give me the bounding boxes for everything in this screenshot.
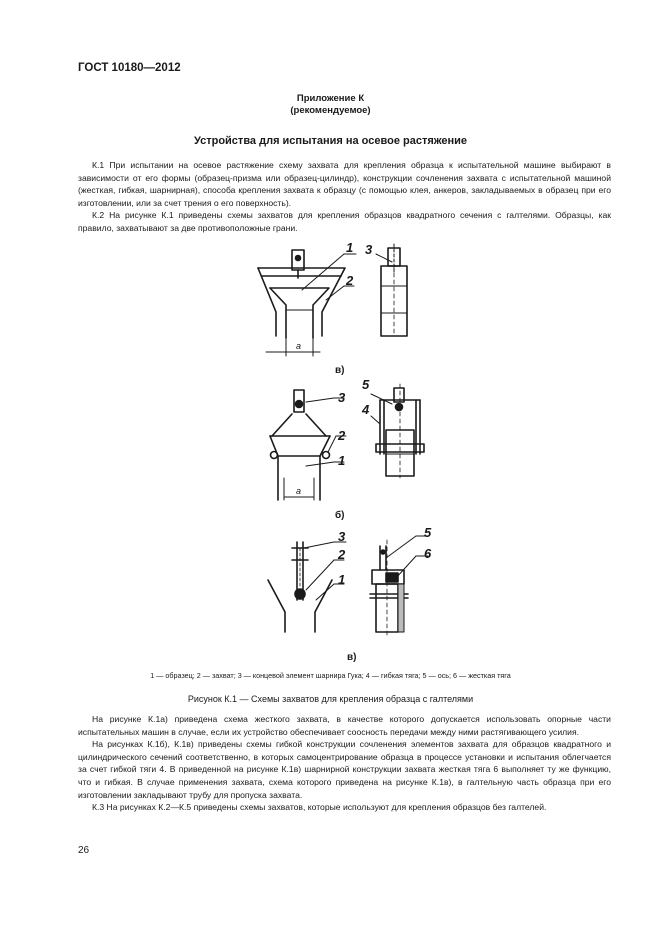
callout-b-1: 1 [338, 453, 346, 468]
panel-a-side-view [376, 244, 407, 336]
callout-a-2: 2 [346, 273, 354, 288]
paragraph-k2: К.2 На рисунке К.1 приведены схемы захватов для крепления образцов квадратного сечения с галтелями. Образцы, как правило, захватывают за две противоположные грани. [78, 210, 611, 233]
page-number: 26 [78, 845, 90, 856]
callout-c-5: 5 [424, 525, 432, 540]
panel-c-front-view [268, 542, 346, 632]
paragraph-k1a: На рисунке К.1а) приведена схема жесткого захвата, в качестве которого допускается использовать опорные части испытательных машин в случае, если их устройство обеспечивает соосность передачи между ними растягивающего усилия. [78, 714, 611, 737]
dim-label-a: a [296, 341, 302, 351]
dim-label-b: a [296, 486, 302, 496]
figure-caption: Рисунок К.1 — Схемы захватов для крепления образца с галтелями [187, 694, 474, 704]
text-block-bottom [78, 713, 611, 814]
panel-a-front-view [258, 250, 356, 356]
callout-c-3: 3 [338, 529, 346, 544]
panel-label-c: в) [347, 652, 357, 663]
callout-b-2: 2 [338, 428, 346, 443]
paragraph-k1: К.1 При испытании на осевое растяжение схему захвата для крепления образца к испытательной машине выбирают в зависимости от его формы (образец-призма или образец-цилиндр), конструкции сочленения захвата с испытательной машиной (жесткая, гибкая, шарнирная), способа крепления захвата к образцу (с помощью клея, анкеров, закладываемых в образец при его изготовлении, или за счет трения о его поверхность). [78, 160, 611, 208]
panel-b-front-view [270, 390, 346, 500]
figure-k1 [0, 235, 661, 665]
callout-b-3: 3 [338, 390, 346, 405]
figure-legend: 1 — образец; 2 — захват; 3 — концевой элемент шарнира Гука; 4 — гибкая тяга; 5 — ось; 6 — жесткая тяга [150, 671, 511, 680]
text-block-top [78, 159, 611, 235]
callout-b-4: 4 [362, 402, 370, 417]
callout-c-6: 6 [424, 546, 432, 561]
callout-a-3: 3 [365, 242, 373, 257]
panel-c-side-view [370, 536, 428, 636]
panel-label-b: б) [335, 510, 345, 521]
callout-a-1: 1 [346, 240, 354, 255]
appendix-title: Приложение К [296, 93, 365, 104]
paragraph-k3: К.3 На рисунках К.2—К.5 приведены схемы захватов, которые используют для крепления образцов без галтелей. [92, 802, 547, 813]
document-header: ГОСТ 10180—2012 [78, 62, 181, 74]
callout-c-1: 1 [338, 572, 346, 587]
panel-b-side-view [371, 384, 424, 478]
section-title: Устройства для испытания на осевое растяжение [193, 135, 468, 147]
paragraph-k1b-k1c: На рисунках К.1б), К.1в) приведены схемы гибкой конструкции сочленения элементов захвата для образцов квадратного и цилиндрического сечений соответственно, в которых самоцентрирование образца в процессе установки и испытания облегчается за счет гибкой тяги 4. В приведенной на рисунке К.1в) шарнирной конструкции захвата жесткая тяга 6 выполняет ту же функцию, что и гибкая. В случае применения захвата, схема которого приведена на рисунке К.1в), в галтельную часть образца при его изготовлении закладывают трубу для пропуска захвата. [78, 739, 611, 800]
appendix-subtitle: (рекомендуемое) [290, 105, 371, 116]
panel-label-a: в) [335, 365, 345, 376]
callout-b-5: 5 [362, 377, 370, 392]
callout-c-2: 2 [338, 547, 346, 562]
